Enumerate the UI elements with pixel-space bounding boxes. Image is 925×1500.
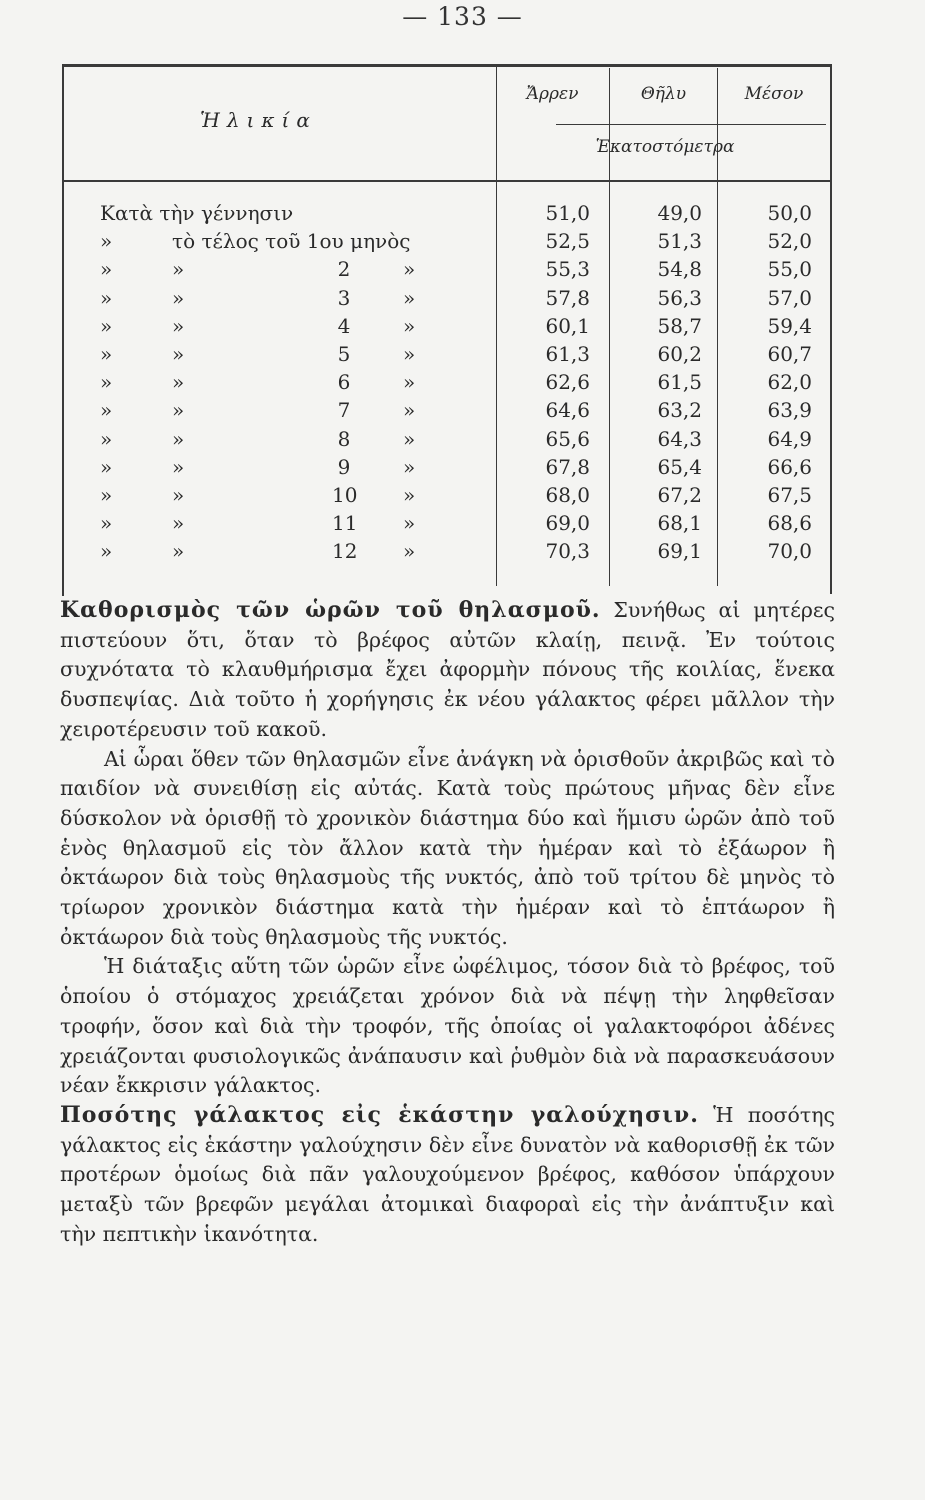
male-value: 62,6 xyxy=(545,370,590,395)
age-ditto-mark: » xyxy=(172,539,185,564)
section-1-paragraph-2: Αἱ ὧραι ὅθεν τῶν θηλασμῶν εἶνε ἀνάγκη νὰ ὁρισθοῦν ἀκριβῶς καὶ τὸ παιδίον νὰ συνειθίσῃ εἰς αὐτάς. Κατὰ τοὺς πρώτους μῆνας δὲν εἶνε δύσκολον νὰ ὁρισθῇ τὸ χρονικὸν διάστημα δύο καὶ ἥμισυ ὡρῶν ἀπὸ τοῦ ἑνὸς θηλασμοῦ εἰς τὸν ἄλλον κατὰ τὴν ἡμέραν καὶ τὸ ἐξάωρον ἢ ὀκτάωρον διὰ τοὺς θηλασμοὺς τῆς νυκτός, ἀπὸ τοῦ τρίτου δὲ μηνὸς τὸ τρίωρον χρονικὸν διάστημα κατὰ τὴν ἡμέραν καὶ τὸ ἑπτάωρον ἢ ὀκτάωρον διὰ τοὺς θηλασμοὺς τῆς νυκτός. xyxy=(60,746,835,949)
mean-value: 64,9 xyxy=(767,426,812,451)
age-first-part: » xyxy=(100,257,113,282)
age-month: 9 xyxy=(337,454,351,479)
age-month: 7 xyxy=(337,398,351,423)
male-value: 69,0 xyxy=(545,511,590,536)
mean-value: 57,0 xyxy=(767,285,812,310)
age-first-part: » xyxy=(100,511,113,536)
section-2-text-1: Ἡ ποσότης γάλακτος εἰς ἑκάστην γαλούχησιν δὲν εἶνε δυνατὸν νὰ καθορισθῇ ἐκ τῶν προτέρων ὁμοίως διὰ πᾶν γαλουχούμενον βρέφος, καθόσον ὑπάρχουν μεταξὺ τῶν βρεφῶν μεγάλαι ἀτομικαὶ διαφοραὶ εἰς τὴν ἀνάπτυξιν καὶ τὴν πεπτικὴν ἱκανότητα. xyxy=(60,1102,835,1246)
female-value: 63,2 xyxy=(657,398,702,423)
age-first-part: » xyxy=(100,342,113,366)
age-first-part: » xyxy=(100,285,113,310)
female-value: 65,4 xyxy=(657,454,702,479)
female-value: 68,1 xyxy=(657,511,702,536)
section-2-heading: Ποσότης γάλακτος εἰς ἑκάστην γαλούχησιν. xyxy=(60,1101,699,1128)
age-ditto-mark: » xyxy=(172,342,185,366)
age-month: 2 xyxy=(337,257,351,282)
body-text xyxy=(60,596,835,1249)
female-value: 67,2 xyxy=(657,483,702,507)
mean-value: 70,0 xyxy=(767,539,812,564)
age-ditto-mark: » xyxy=(172,370,185,395)
male-value: 61,3 xyxy=(545,342,590,366)
age-ditto-mark: » xyxy=(403,539,416,564)
age-ditto-mark: » xyxy=(403,511,416,536)
age-first-part: » xyxy=(100,426,113,451)
female-value: 60,2 xyxy=(657,342,702,366)
male-value: 65,6 xyxy=(545,426,590,451)
age-ditto-mark: » xyxy=(403,313,416,338)
age-first-part: » xyxy=(100,229,113,254)
age-first-part: » xyxy=(100,483,113,507)
section-1-text-1: Συνήθως αἱ μητέρες πιστεύουν ὅτι, ὅταν τὸ βρέφος αὐτῶν κλαίῃ, πεινᾷ. Ἐν τούτοις συχνότατα τὸ κλαυθμήρισμα ἔχει ἀφορμὴν πόνους τῆς κοιλίας, ἕνεκα δυσπεψίας. Διὰ τοῦτο ἡ χορήγησις ἐκ νέου γάλακτος φέρει μᾶλλον τὴν χειροτέρευσιν τοῦ κακοῦ. xyxy=(60,598,835,741)
age-ditto-mark: » xyxy=(403,370,416,395)
section-1-paragraph-3: Ἡ διάταξις αὕτη τῶν ὡρῶν εἶνε ὠφέλιμος, τόσον διὰ τὸ βρέφος, τοῦ ὁποίου ὁ στόμαχος χρειάζεται χρόνον διὰ νὰ πέψῃ τὴν ληφθεῖσαν τροφήν, ὅσον καὶ διὰ τὴν τροφόν, τῆς ὁποίας οἱ γαλακτοφόροι ἀδένες χρειάζονται φυσιολογικῶς ἀνάπαυσιν καὶ ῥυθμὸν διὰ νὰ παρασκευάσουν νέαν ἔκκρισιν γάλακτος. xyxy=(60,954,835,1098)
section-2-paragraph-1 xyxy=(60,1101,835,1250)
section-1-heading: Καθορισμὸς τῶν ὡρῶν τοῦ θηλασμοῦ. xyxy=(60,597,601,623)
age-ditto-mark: » xyxy=(403,426,416,451)
age-second-part: τὸ τέλος τοῦ 1ου μηνὸς xyxy=(172,229,411,254)
male-value: 57,8 xyxy=(545,285,590,310)
female-column-header: Θῆλυ xyxy=(640,84,687,104)
page-number: — 133 — xyxy=(402,2,523,31)
age-ditto-mark: » xyxy=(172,313,185,338)
age-ditto-mark: » xyxy=(172,511,185,536)
age-first-part: » xyxy=(100,370,113,395)
age-first-part: » xyxy=(100,539,113,564)
mean-value: 55,0 xyxy=(767,257,812,282)
age-ditto-mark: » xyxy=(403,285,416,310)
unit-header: Ἑκατοστόμετρα xyxy=(595,137,735,157)
female-value: 49,0 xyxy=(657,201,702,225)
age-ditto-mark: » xyxy=(403,398,416,423)
age-ditto-mark: » xyxy=(172,454,185,479)
mean-value: 68,6 xyxy=(767,511,812,536)
mean-value: 60,7 xyxy=(767,342,812,366)
mean-value: 66,6 xyxy=(767,454,812,479)
age-ditto-mark: » xyxy=(403,342,416,366)
age-ditto-mark: » xyxy=(172,398,185,423)
age-column-header: Ἡλικία xyxy=(200,108,317,132)
female-value: 69,1 xyxy=(657,539,702,564)
age-month: 3 xyxy=(337,285,351,310)
age-month: 11 xyxy=(332,511,358,536)
age-first-part: » xyxy=(100,398,113,423)
table-left-rule xyxy=(62,64,64,596)
male-value: 52,5 xyxy=(545,229,590,254)
mean-value: 59,4 xyxy=(767,313,812,338)
female-value: 51,3 xyxy=(657,229,702,254)
female-value: 64,3 xyxy=(657,426,702,451)
age-first-part: » xyxy=(100,454,113,479)
age-ditto-mark: » xyxy=(403,454,416,479)
mean-column-header: Μέσον xyxy=(744,84,804,104)
age-first-part: » xyxy=(100,313,113,338)
male-value: 68,0 xyxy=(545,483,590,507)
mean-value: 67,5 xyxy=(767,483,812,507)
female-value: 54,8 xyxy=(657,257,702,282)
age-ditto-mark: » xyxy=(172,426,185,451)
age-month: 8 xyxy=(337,426,351,451)
male-value: 67,8 xyxy=(545,454,590,479)
age-ditto-mark: » xyxy=(403,257,416,282)
male-value: 64,6 xyxy=(545,398,590,423)
female-value: 56,3 xyxy=(657,285,702,310)
age-ditto-mark: » xyxy=(403,483,416,507)
age-month: 4 xyxy=(337,313,351,338)
male-value: 70,3 xyxy=(545,539,590,564)
male-column-header: Ἄρρεν xyxy=(526,84,579,104)
female-value: 61,5 xyxy=(657,370,702,395)
age-month: 12 xyxy=(332,539,358,564)
section-1-paragraph-1 xyxy=(60,596,835,745)
mean-value: 50,0 xyxy=(767,201,812,225)
age-first-part: Κατὰ τὴν γέννησιν xyxy=(100,201,294,225)
male-value: 51,0 xyxy=(545,201,590,225)
age-ditto-mark: » xyxy=(172,483,185,507)
age-month: 5 xyxy=(337,342,351,366)
age-ditto-mark: » xyxy=(172,285,185,310)
table-top-rule xyxy=(62,64,832,67)
table-right-rule xyxy=(830,64,832,594)
column-divider-1 xyxy=(496,64,497,586)
mean-value: 52,0 xyxy=(767,229,812,254)
age-ditto-mark: » xyxy=(172,257,185,282)
male-value: 60,1 xyxy=(545,313,590,338)
unit-header-rule xyxy=(556,124,826,125)
mean-value: 62,0 xyxy=(767,370,812,395)
male-value: 55,3 xyxy=(545,257,590,282)
female-value: 58,7 xyxy=(657,313,702,338)
age-month: 6 xyxy=(337,370,351,395)
age-month: 10 xyxy=(332,483,358,507)
mean-value: 63,9 xyxy=(767,398,812,423)
